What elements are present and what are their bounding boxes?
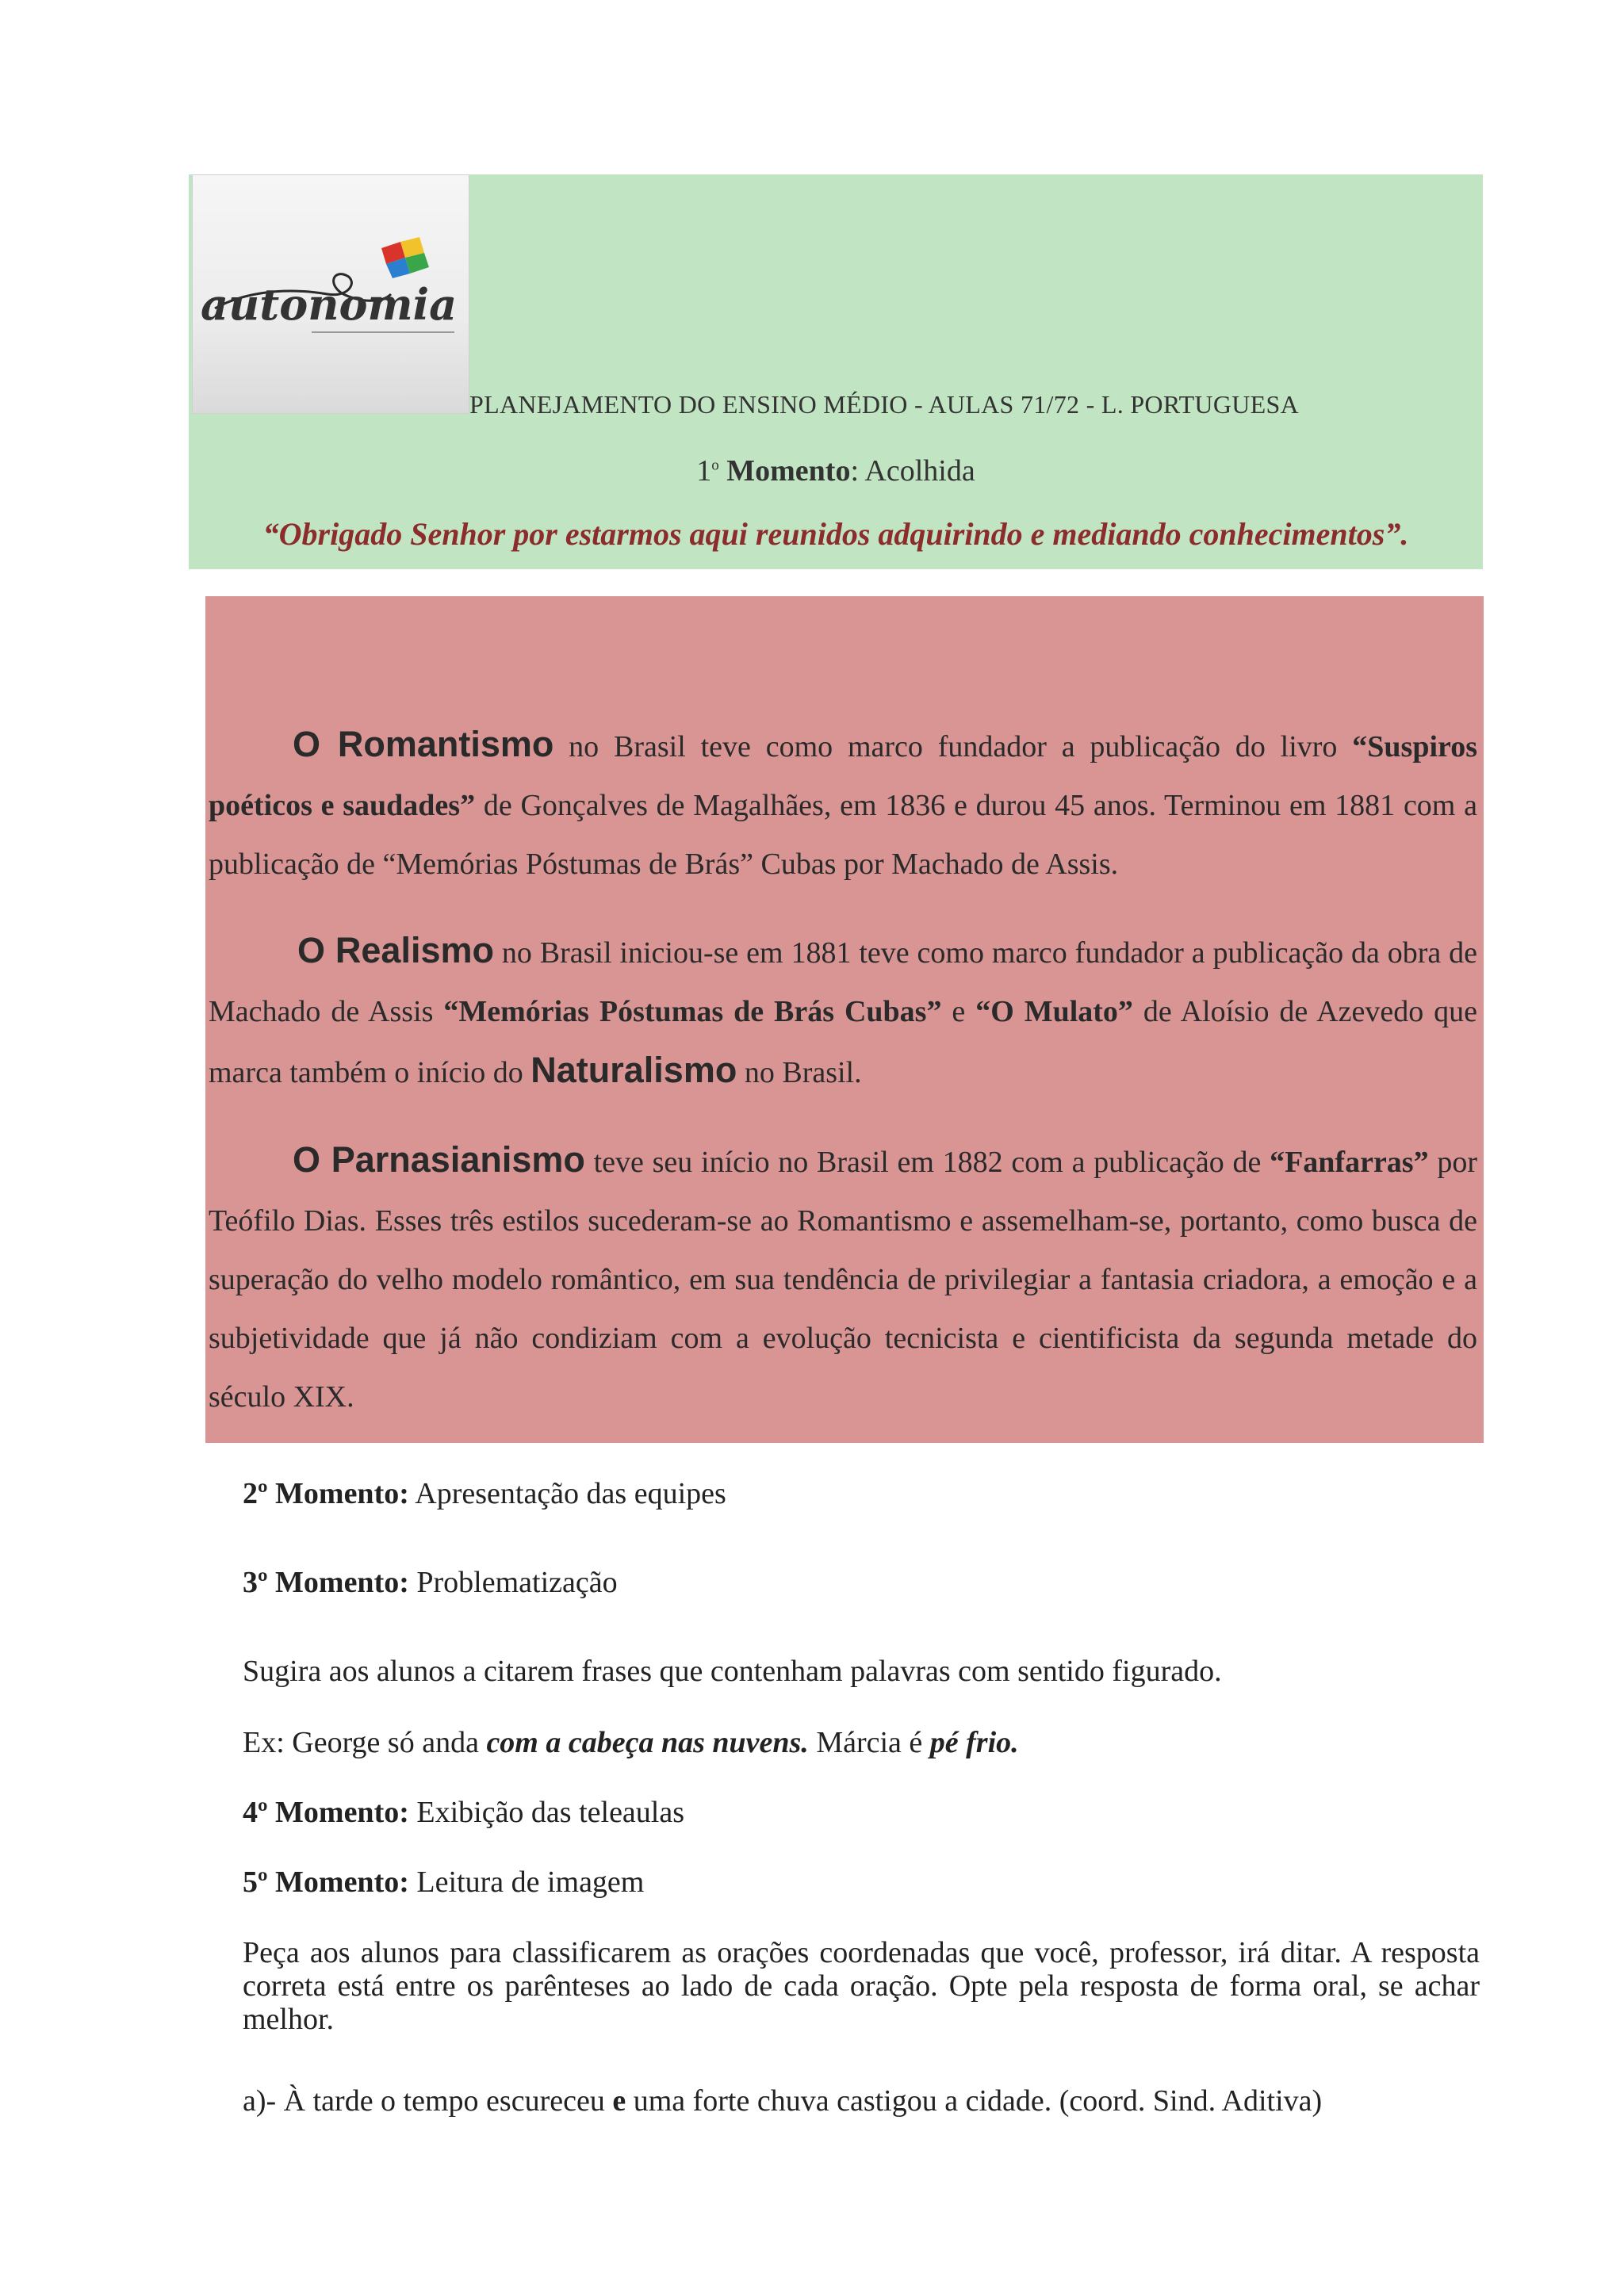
- realismo-book-title: “Memórias Póstumas de Brás Cubas”: [443, 995, 942, 1028]
- realismo-term: O Realismo: [297, 930, 494, 970]
- item-a-text-2: uma forte chuva castigou a cidade. (coord. Sind. Aditiva): [626, 2084, 1323, 2118]
- moment-4-line: [243, 1795, 1480, 1830]
- autonomia-logo: [192, 174, 469, 414]
- opening-prayer-quote: “Obrigado Senhor por estarmos aqui reunidos adquirindo e mediando conhecimentos”.: [262, 516, 1409, 552]
- example-phrase-1: com a cabeça nas nuvens.: [486, 1726, 809, 1759]
- romantismo-term: O Romantismo: [293, 724, 554, 764]
- figurative-example: [243, 1725, 1480, 1760]
- moment-2-line: [243, 1476, 1480, 1511]
- moment-2-text: Apresentação das equipes: [408, 1477, 726, 1510]
- moment-3-line: [243, 1565, 1480, 1600]
- moment-5-text: Leitura de imagem: [408, 1866, 645, 1899]
- item-a-text-1: a)- À tarde o tempo escureceu: [243, 2084, 613, 2118]
- romantismo-text-1: no Brasil teve como marco fundador a publicação do livro: [553, 730, 1353, 763]
- romantismo-paragraph: [209, 715, 1477, 894]
- plan-title: PLANEJAMENTO DO ENSINO MÉDIO - AULAS 71/72 - L. PORTUGUESA: [469, 390, 1299, 419]
- parnasianismo-paragraph: [209, 1131, 1477, 1426]
- literary-context-box: [205, 596, 1484, 1443]
- romantismo-book-title: “Suspiros poéticos e saudades”: [209, 730, 1477, 822]
- moment-1-label: Momento: [726, 454, 851, 488]
- parnasianismo-term: O Parnasianismo: [293, 1139, 585, 1180]
- svg-text:autonomia: autonomia: [201, 279, 458, 330]
- header-band: [189, 174, 1483, 569]
- realismo-paragraph: [209, 921, 1477, 1102]
- moment-3-text: Problematização: [408, 1566, 618, 1599]
- moment-5-instruction: Peça aos alunos para classificarem as orações coordenadas que você, professor, irá ditar. A resposta correta está entre os parênteses ao lado de cada oração. Opte pela resposta de forma oral, se achar melhor.: [243, 1936, 1480, 2036]
- realismo-text-4: no Brasil.: [737, 1056, 862, 1089]
- item-a-conjunction: e: [612, 2084, 626, 2118]
- moment-5-line: [243, 1865, 1480, 1900]
- moment-5-label: 5º Momento:: [243, 1866, 409, 1899]
- exercise-item-a: [243, 2084, 1480, 2118]
- naturalismo-term: Naturalismo: [530, 1050, 737, 1090]
- realismo-text-2: e: [941, 995, 976, 1028]
- moment-3-instruction: Sugira aos alunos a citarem frases que contenham palavras com sentido figurado.: [243, 1655, 1222, 1688]
- moment-3-label: 3º Momento:: [243, 1566, 409, 1599]
- moment-2-label: 2º Momento:: [243, 1477, 409, 1510]
- example-prefix: Ex: George só anda: [243, 1726, 487, 1759]
- example-phrase-2: pé frio.: [929, 1726, 1019, 1759]
- parnasianismo-text-1: teve seu início no Brasil em 1882 com a publicação de: [584, 1146, 1270, 1179]
- moment-1-heading: [189, 453, 1483, 488]
- moment-1-text: : Acolhida: [850, 454, 975, 488]
- realismo-text-3: de Aloísio de Azevedo que marca também o início do: [209, 995, 1477, 1089]
- parnasianismo-text-2: por Teófilo Dias. Esses três estilos sucederam-se ao Romantismo e assemelham-se, portanto, como busca de superação do velho modelo romântico, em sua tendência de privilegiar a fantasia criadora, a emoção e a subjetividade que já não condiziam com a evolução tecnicista e cientificista da segunda metade do século XIX.: [209, 1146, 1477, 1414]
- romantismo-text-2: de Gonçalves de Magalhães, em 1836 e durou 45 anos. Terminou em 1881 com a publicação de “Memórias Póstumas de Brás” Cubas por Machado de Assis.: [209, 789, 1477, 881]
- example-middle: Márcia é: [808, 1726, 930, 1759]
- moment-1-number: 1: [696, 454, 712, 488]
- moment-4-label: 4º Momento:: [243, 1796, 409, 1829]
- moment-1-ordinal: o: [711, 457, 719, 474]
- mulato-book-title: “O Mulato”: [975, 995, 1133, 1028]
- moment-4-text: Exibição das teleaulas: [408, 1796, 685, 1829]
- fanfarras-book-title: “Fanfarras”: [1270, 1146, 1429, 1179]
- realismo-text-1: no Brasil iniciou-se em 1881 teve como marco fundador a publicação da obra de Machado de Assis: [209, 936, 1477, 1028]
